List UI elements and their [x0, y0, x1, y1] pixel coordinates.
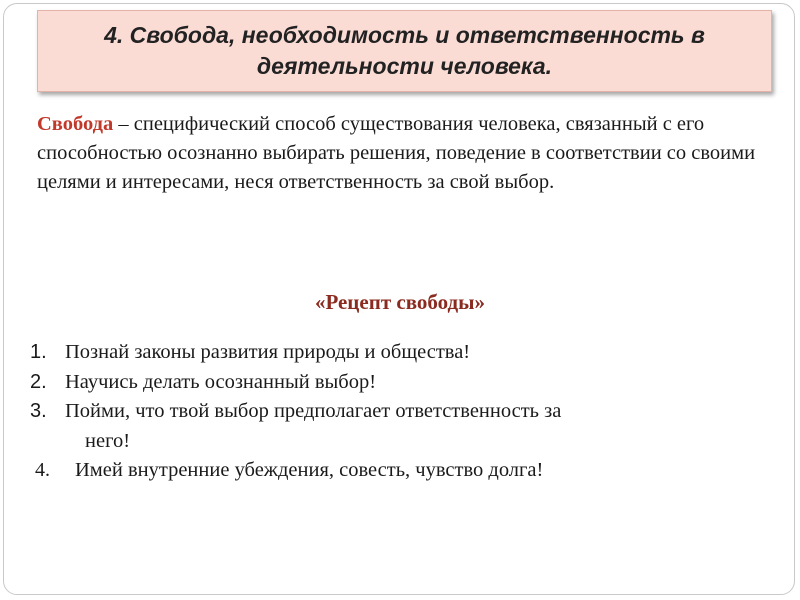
definition-paragraph: [37, 110, 777, 197]
list-item-continuation: него!: [85, 429, 131, 452]
definition-term: Свобода: [37, 113, 114, 135]
slide-title: 4. Свобода, необходимость и ответственность в деятельности человека.: [104, 22, 705, 79]
list-item: [30, 338, 770, 368]
list-item-number: 4.: [35, 459, 50, 481]
recipe-list: [30, 338, 770, 486]
list-item: [30, 397, 770, 456]
list-item-number: 1.: [30, 341, 47, 363]
list-item: [30, 368, 770, 398]
recipe-title: «Рецепт свободы»: [314, 290, 486, 314]
title-box: [37, 10, 772, 92]
list-item-text: Научись делать осознанный выбор!: [65, 370, 377, 393]
list-item-number: 3.: [30, 400, 47, 422]
list-item-text: Имей внутренние убеждения, совесть, чувство долга!: [75, 459, 544, 481]
list-item-text: Познай законы развития природы и общества!: [65, 341, 471, 363]
list-item-number: 2.: [30, 370, 47, 393]
list-item: [30, 456, 770, 486]
definition-dash: –: [113, 113, 134, 135]
definition-text: специфический способ существования человека, связанный с его способностью осознанно выбирать решения, поведение в соответствии со своими целями и интересами, неся ответственность за свой выбор.: [37, 113, 756, 193]
list-item-text: Пойми, что твой выбор предполагает ответственность за: [65, 400, 562, 422]
